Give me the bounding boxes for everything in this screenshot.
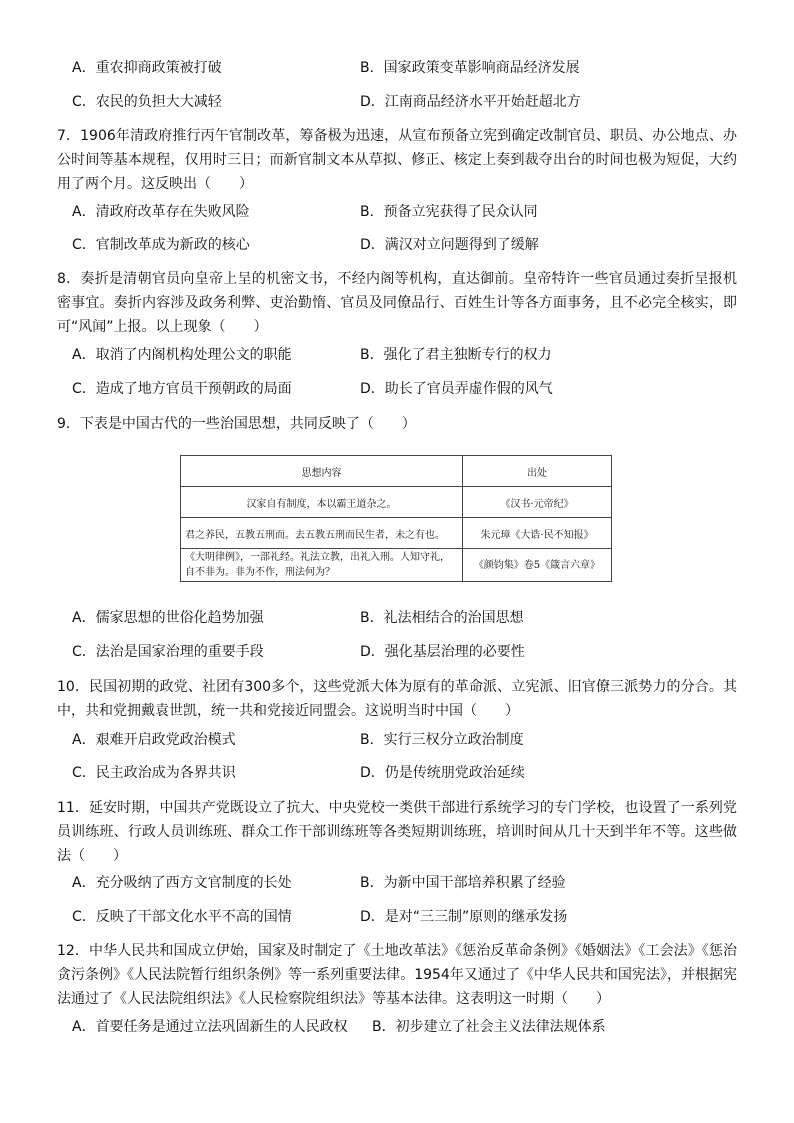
- q8-options-row-1: [72, 345, 752, 365]
- table-cell-source: 《颜钧集》卷5《箴言六章》: [463, 549, 612, 582]
- q10-option-b[interactable]: B．实行三权分立政治制度: [360, 732, 524, 748]
- q6-option-d[interactable]: D．江南商品经济水平开始赶超北方: [360, 94, 581, 110]
- q7-option-d[interactable]: D．满汉对立问题得到了缓解: [360, 237, 539, 253]
- q9-options-row-1: [72, 608, 752, 628]
- q7-option-b[interactable]: B．预备立宪获得了民众认同: [360, 204, 538, 220]
- q9-option-b[interactable]: B．礼法相结合的治国思想: [360, 610, 524, 626]
- table-header-row: [181, 456, 612, 487]
- q12-stem: 12．中华人民共和国成立伊始，国家及时制定了《土地改革法》《惩治反革命条例》《婚姻法》《工会法》《惩治贪污条例》《人民法院暂行组织条例》等一系列重要法律。1954年又通过了《中华人民共和国宪法》，并根据宪法通过了《人民法院组织法》《人民检察院组织法》等基本法律。这表明这一时期（ ）: [57, 943, 737, 1007]
- q9-options-row-2: [72, 642, 752, 662]
- q10-option-c[interactable]: C．民主政治成为各界共识: [72, 765, 236, 781]
- q8-options-row-2: [72, 379, 752, 399]
- q7-option-a[interactable]: A．清政府改革存在失败风险: [72, 204, 250, 220]
- q11-option-c[interactable]: C．反映了干部文化水平不高的国情: [72, 909, 292, 925]
- q7-options-row-2: [72, 235, 752, 255]
- table-header-source: 出处: [463, 456, 612, 487]
- table-cell-content: 汉家自有制度，本以霸王道杂之。: [181, 487, 463, 518]
- q9-stem: 9．下表是中国古代的一些治国思想，共同反映了（ ）: [57, 416, 416, 432]
- q6-option-c[interactable]: C．农民的负担大大减轻: [72, 94, 222, 110]
- table-cell-content: 君之养民，五教五刑而。去五教五刑而民生者，未之有也。: [181, 518, 463, 549]
- table-header-content: 思想内容: [181, 456, 463, 487]
- q9-option-a[interactable]: A．儒家思想的世俗化趋势加强: [72, 610, 264, 626]
- q7-option-c[interactable]: C．官制改革成为新政的核心: [72, 237, 250, 253]
- q10-options-row-2: [72, 763, 752, 783]
- table-cell-content: 《大明律例》，一部礼经。礼法立教，出礼入刑。人知守礼，自不非为。非为不作，刑法何为？: [181, 549, 463, 582]
- q10-stem: 10．民国初期的政党、社团有300多个，这些党派大体为原有的革命派、立宪派、旧官僚三派势力的分合。其中，共和党拥戴袁世凯，统一共和党接近同盟会。这说明当时中国（ ）: [57, 679, 737, 719]
- q8-option-d[interactable]: D．助长了官员弄虚作假的风气: [360, 381, 553, 397]
- q11-options-row-1: [72, 873, 752, 893]
- q11-option-d[interactable]: D．是对“三三制”原则的继承发扬: [360, 909, 568, 925]
- q7-options-row-1: [72, 202, 752, 222]
- q12-option-a[interactable]: A．首要任务是通过立法巩固新生的人民政权: [72, 1019, 348, 1035]
- q8-option-c[interactable]: C．造成了地方官员干预朝政的局面: [72, 381, 292, 397]
- q9-table: [180, 455, 612, 582]
- q10-option-d[interactable]: D．仍是传统朋党政治延续: [360, 765, 525, 781]
- q6-option-b[interactable]: B．国家政策变革影响商品经济发展: [360, 60, 580, 76]
- q11-stem: 11．延安时期，中国共产党既设立了抗大、中央党校一类供干部进行系统学习的专门学校，也设置了一系列党员训练班、行政人员训练班、群众工作干部训练班等各类短期训练班，培训时间从几十天到半年不等。这些做法（ ）: [57, 800, 737, 864]
- q12-options-row-1: [72, 1017, 752, 1037]
- q6-options-row-2: [72, 92, 752, 112]
- q6-options-row-1: [72, 58, 752, 78]
- table-row: [181, 549, 612, 582]
- q9-option-c[interactable]: C．法治是国家治理的重要手段: [72, 644, 264, 660]
- q8-option-a[interactable]: A．取消了内阁机构处理公文的职能: [72, 347, 292, 363]
- q9-option-d[interactable]: D．强化基层治理的必要性: [360, 644, 525, 660]
- q8-option-b[interactable]: B．强化了君主独断专行的权力: [360, 347, 552, 363]
- table-row: [181, 487, 612, 518]
- q10-option-a[interactable]: A．艰难开启政党政治模式: [72, 732, 236, 748]
- q6-option-a[interactable]: A．重农抑商政策被打破: [72, 60, 222, 76]
- table-cell-source: 朱元璋《大诰·民不知报》: [463, 518, 612, 549]
- q8-stem: 8．奏折是清朝官员向皇帝上呈的机密文书，不经内阁等机构，直达御前。皇帝特许一些官员通过奏折呈报机密事宜。奏折内容涉及政务利弊、吏治勤惰、官员及同僚品行、百姓生计等各方面事务，且不必完全核实，即可“风闻”上报。以上现象（ ）: [57, 271, 737, 335]
- q11-option-a[interactable]: A．充分吸纳了西方文官制度的长处: [72, 875, 292, 891]
- q11-options-row-2: [72, 907, 752, 927]
- q11-option-b[interactable]: B．为新中国干部培养积累了经验: [360, 875, 566, 891]
- q10-options-row-1: [72, 730, 752, 750]
- q7-stem: 7．1906年清政府推行丙午官制改革，筹备极为迅速，从宣布预备立宪到确定改制官员、职员、办公地点、办公时间等基本规程，仅用时三日；而新官制文本从草拟、修正、核定上奏到裁夺出台的时间也极为短促，大约用了两个月。这反映出（ ）: [57, 128, 737, 192]
- q12-option-b[interactable]: B．初步建立了社会主义法律法规体系: [372, 1019, 606, 1035]
- table-cell-source: 《汉书·元帝纪》: [463, 487, 612, 518]
- table-row: [181, 518, 612, 549]
